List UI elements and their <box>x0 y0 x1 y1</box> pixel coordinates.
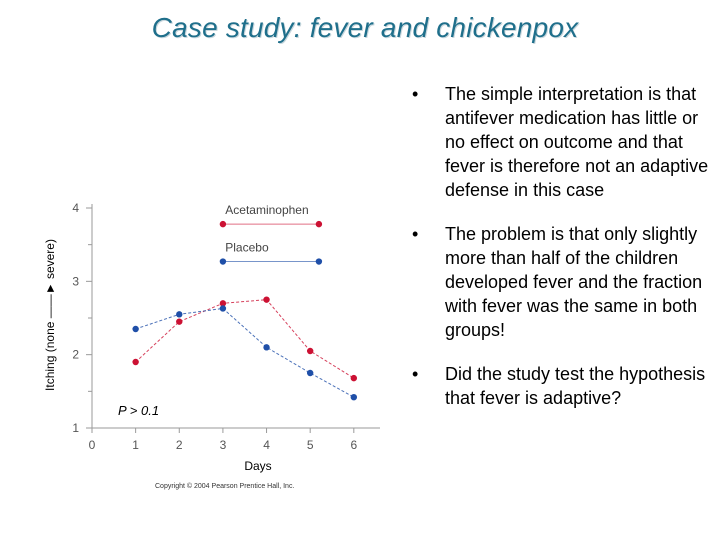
copyright-text: Copyright © 2004 Pearson Prentice Hall, Inc. <box>155 483 295 490</box>
p-value-annotation: P > 0.1 <box>118 403 160 418</box>
legend-marker-acetaminophen <box>316 221 322 227</box>
legend-marker-acetaminophen <box>220 221 226 227</box>
data-point-acetaminophen <box>351 375 357 381</box>
chart-points <box>132 296 357 400</box>
x-tick-label: 4 <box>263 438 270 452</box>
data-point-placebo <box>307 370 313 376</box>
x-axis-label: Days <box>244 459 272 473</box>
bullet-text: The problem is that only slightly more than half of the children developed fever and the fraction with fever was the same in both groups! <box>445 224 703 340</box>
bullet-text: The simple interpretation is that antifever medication has little or no effect on outcome and that fever is therefore not an adaptive defense in this case <box>445 84 709 200</box>
data-point-placebo <box>263 344 269 350</box>
data-point-placebo <box>176 311 182 317</box>
legend-marker-placebo <box>220 258 226 264</box>
y-tick-label: 3 <box>72 274 79 289</box>
legend-label-placebo: Placebo <box>225 240 269 255</box>
data-point-placebo <box>351 394 357 400</box>
bullet-marker: • <box>412 224 419 244</box>
data-point-acetaminophen <box>132 359 138 365</box>
legend-marker-placebo <box>316 258 322 264</box>
x-tick-label: 2 <box>175 438 183 452</box>
chart-lines <box>136 300 354 398</box>
data-point-placebo <box>220 305 226 311</box>
chart-axes <box>92 204 380 428</box>
x-tick-label: 1 <box>132 438 139 452</box>
y-axis-label: Itching (none ——► severe) <box>43 239 57 391</box>
chart <box>40 190 400 500</box>
x-tick-label: 3 <box>219 438 227 452</box>
y-tick-label: 4 <box>72 201 79 215</box>
series-line-placebo <box>136 308 354 397</box>
chart-legend <box>220 203 322 265</box>
data-point-placebo <box>132 326 138 332</box>
bullet-text: Did the study test the hypothesis that fever is adaptive? <box>445 364 706 408</box>
bullet-marker: • <box>412 364 419 384</box>
bullet-item <box>408 82 713 202</box>
slide-title: Case study: fever and chickenpox <box>151 12 579 43</box>
x-tick-label: 6 <box>350 438 358 452</box>
chart-ticks <box>72 201 357 452</box>
bullet-item <box>408 222 713 342</box>
bullet-list <box>408 82 713 430</box>
legend-label-acetaminophen: Acetaminophen <box>225 203 309 218</box>
y-tick-label: 1 <box>72 421 79 435</box>
series-line-acetaminophen <box>136 300 354 378</box>
bullet-marker: • <box>412 84 419 104</box>
data-point-acetaminophen <box>263 296 269 302</box>
x-tick-label: 5 <box>306 438 314 452</box>
y-tick-label: 2 <box>72 347 79 362</box>
bullet-item <box>408 362 713 410</box>
data-point-acetaminophen <box>307 348 313 354</box>
x-tick-label: 0 <box>88 438 96 452</box>
data-point-acetaminophen <box>176 318 182 324</box>
